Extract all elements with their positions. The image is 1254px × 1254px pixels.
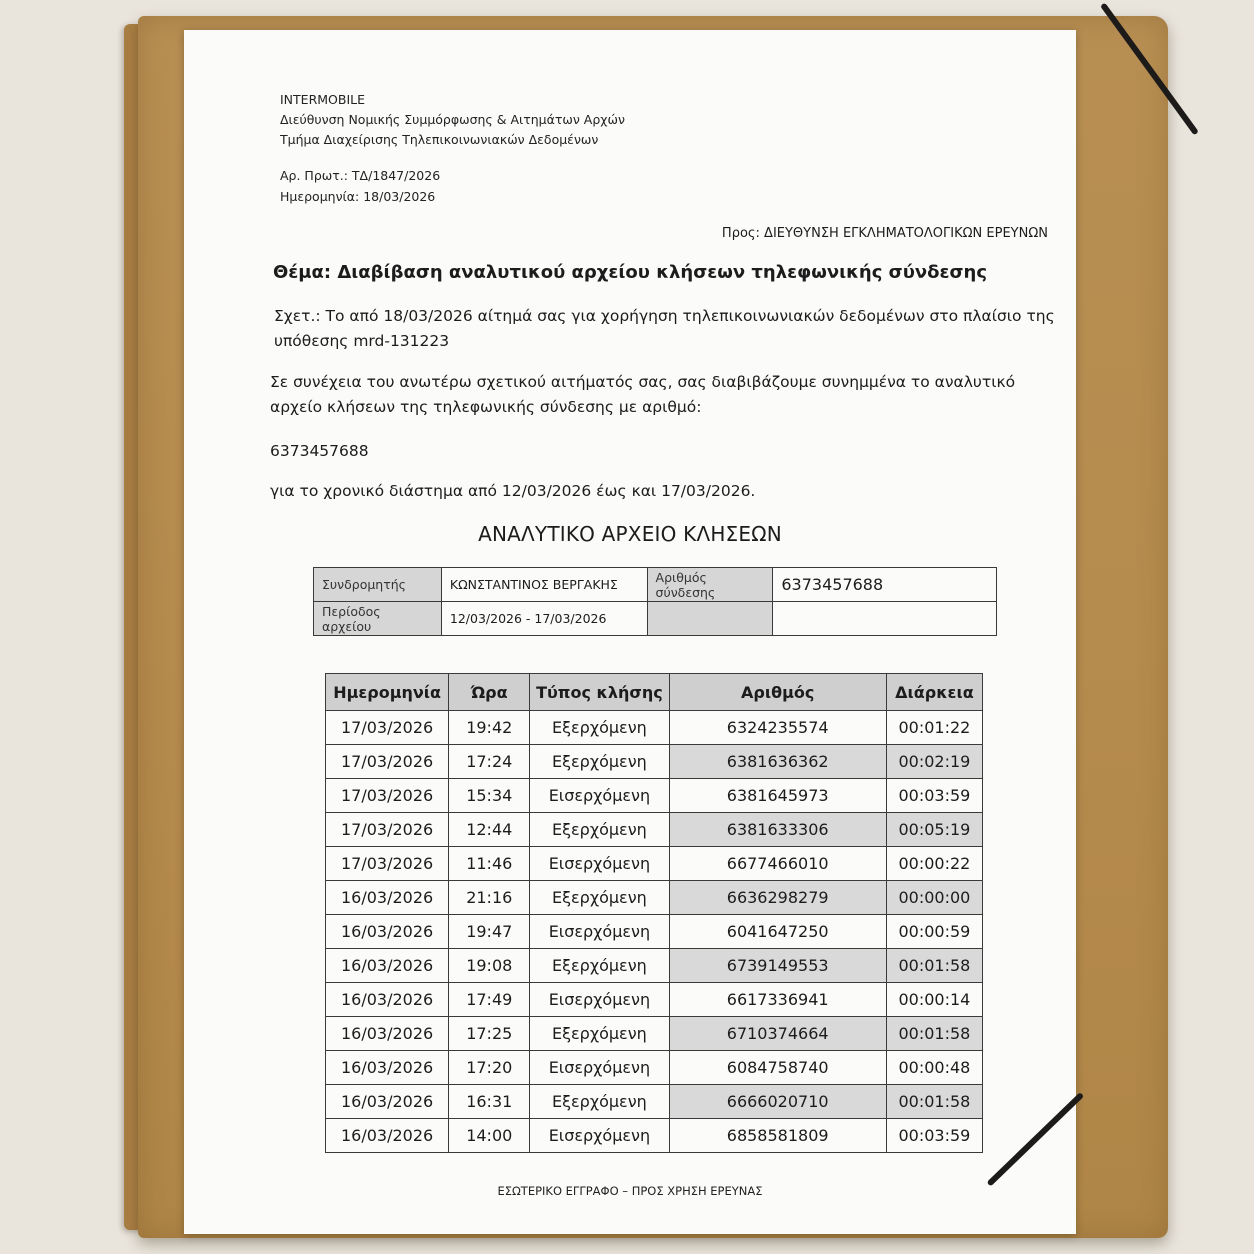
call-duration: 00:01:58 [886, 1017, 982, 1051]
column-header-date: Ημερομηνία [326, 674, 449, 711]
period-label: Περίοδος αρχείου [314, 602, 442, 636]
empty-cell [773, 602, 997, 636]
call-time: 17:20 [449, 1051, 530, 1085]
call-type: Εξερχόμενη [530, 949, 669, 983]
call-type: Εισερχόμενη [530, 1119, 669, 1153]
subscriber-label: Συνδρομητής [314, 568, 442, 602]
call-time: 12:44 [449, 813, 530, 847]
table-row [326, 949, 983, 983]
table-row [326, 1017, 983, 1051]
sender-company: INTERMOBILE [280, 92, 366, 107]
intro-paragraph: Σε συνέχεια του ανωτέρω σχετικού αιτήματός σας, σας διαβιβάζουμε συνημμένα το αναλυτικό αρχείο κλήσεων της τηλεφωνικής σύνδεσης με αριθμό: [270, 373, 1016, 416]
call-records-body [326, 711, 983, 1153]
table-row [326, 1085, 983, 1119]
call-type: Εισερχόμενη [530, 847, 669, 881]
table-row [326, 1051, 983, 1085]
call-type: Εξερχόμενη [530, 881, 669, 915]
call-duration: 00:05:19 [886, 813, 982, 847]
call-number: 6739149553 [669, 949, 886, 983]
column-header-type: Τύπος κλήσης [530, 674, 669, 711]
call-duration: 00:01:58 [886, 1085, 982, 1119]
phone-number: 6373457688 [270, 442, 369, 460]
call-time: 15:34 [449, 779, 530, 813]
subject-line: Θέμα: Διαβίβαση αναλυτικού αρχείου κλήσεων τηλεφωνικής σύνδεσης [272, 262, 988, 283]
call-duration: 00:02:19 [886, 745, 982, 779]
call-time: 19:08 [449, 949, 530, 983]
call-type: Εισερχόμενη [530, 1051, 669, 1085]
call-duration: 00:00:00 [886, 881, 982, 915]
call-number: 6381645973 [669, 779, 886, 813]
call-time: 11:46 [449, 847, 530, 881]
line-number-label: Αριθμός σύνδεσης [647, 568, 773, 602]
document-date: Ημερομηνία: 18/03/2026 [280, 189, 436, 204]
table-row [326, 813, 983, 847]
call-duration: 00:01:22 [886, 711, 982, 745]
call-date: 16/03/2026 [326, 1119, 449, 1153]
call-number: 6636298279 [669, 881, 886, 915]
sender-department: Διεύθυνση Νομικής Συμμόρφωσης & Αιτημάτων Αρχών [280, 112, 625, 127]
call-date: 16/03/2026 [326, 1085, 449, 1119]
subscriber-value: ΚΩΝΣΤΑΝΤΙΝΟΣ ΒΕΡΓΑΚΗΣ [441, 568, 647, 602]
call-number: 6324235574 [669, 711, 886, 745]
table-row [326, 745, 983, 779]
call-time: 17:25 [449, 1017, 530, 1051]
call-type: Εισερχόμενη [530, 915, 669, 949]
call-date: 17/03/2026 [326, 813, 449, 847]
info-row [314, 602, 997, 636]
call-type: Εισερχόμενη [530, 779, 669, 813]
call-duration: 00:00:22 [886, 847, 982, 881]
footer-classification: ΕΣΩΤΕΡΙΚΟ ΕΓΓΡΑΦΟ – ΠΡΟΣ ΧΡΗΣΗ ΕΡΕΥΝΑΣ [497, 1184, 763, 1198]
call-time: 17:49 [449, 983, 530, 1017]
call-type: Εξερχόμενη [530, 745, 669, 779]
call-date: 17/03/2026 [326, 847, 449, 881]
call-date: 16/03/2026 [326, 949, 449, 983]
relation-paragraph: Σχετ.: Το από 18/03/2026 αίτημά σας για χορήγηση τηλεπικοινωνιακών δεδομένων στο πλαίσιο της υπόθεσης mrd-131223 [274, 307, 1055, 350]
call-log-title: ΑΝΑΛΥΤΙΚΟ ΑΡΧΕΙΟ ΚΛΗΣΕΩΝ [478, 522, 782, 546]
call-number: 6381633306 [669, 813, 886, 847]
table-row [326, 711, 983, 745]
call-duration: 00:00:59 [886, 915, 982, 949]
call-type: Εξερχόμενη [530, 1017, 669, 1051]
table-row [326, 847, 983, 881]
table-row [326, 915, 983, 949]
subscriber-info-table [313, 567, 997, 636]
call-date: 16/03/2026 [326, 881, 449, 915]
call-duration: 00:03:59 [886, 1119, 982, 1153]
call-number: 6666020710 [669, 1085, 886, 1119]
table-row [326, 1119, 983, 1153]
call-type: Εισερχόμενη [530, 983, 669, 1017]
line-number-value: 6373457688 [773, 568, 997, 602]
call-date: 16/03/2026 [326, 1051, 449, 1085]
call-records-table [325, 673, 983, 1153]
period-paragraph: για το χρονικό διάστημα από 12/03/2026 έως και 17/03/2026. [270, 482, 756, 500]
call-duration: 00:00:14 [886, 983, 982, 1017]
sender-section: Τμήμα Διαχείρισης Τηλεπικοινωνιακών Δεδομένων [280, 132, 599, 147]
call-date: 17/03/2026 [326, 711, 449, 745]
call-time: 19:47 [449, 915, 530, 949]
column-header-time: Ώρα [449, 674, 530, 711]
call-time: 16:31 [449, 1085, 530, 1119]
call-number: 6617336941 [669, 983, 886, 1017]
call-date: 16/03/2026 [326, 983, 449, 1017]
table-row [326, 881, 983, 915]
table-row [326, 983, 983, 1017]
call-type: Εξερχόμενη [530, 711, 669, 745]
call-date: 16/03/2026 [326, 1017, 449, 1051]
call-number: 6858581809 [669, 1119, 886, 1153]
info-row [314, 568, 997, 602]
call-time: 21:16 [449, 881, 530, 915]
call-number: 6041647250 [669, 915, 886, 949]
call-type: Εξερχόμενη [530, 813, 669, 847]
empty-cell [647, 602, 773, 636]
protocol-number: Αρ. Πρωτ.: ΤΔ/1847/2026 [280, 168, 441, 183]
header-row [326, 674, 983, 711]
period-value: 12/03/2026 - 17/03/2026 [441, 602, 647, 636]
call-number: 6710374664 [669, 1017, 886, 1051]
call-date: 17/03/2026 [326, 779, 449, 813]
call-duration: 00:01:58 [886, 949, 982, 983]
column-header-number: Αριθμός [669, 674, 886, 711]
call-time: 19:42 [449, 711, 530, 745]
call-date: 17/03/2026 [326, 745, 449, 779]
call-time: 17:24 [449, 745, 530, 779]
document-page [184, 30, 1076, 1234]
call-number: 6677466010 [669, 847, 886, 881]
call-number: 6084758740 [669, 1051, 886, 1085]
call-duration: 00:00:48 [886, 1051, 982, 1085]
call-time: 14:00 [449, 1119, 530, 1153]
recipient: Προς: ΔΙΕΥΘΥΝΣΗ ΕΓΚΛΗΜΑΤΟΛΟΓΙΚΩΝ ΕΡΕΥΝΩΝ [721, 226, 1048, 241]
column-header-duration: Διάρκεια [886, 674, 982, 711]
call-duration: 00:03:59 [886, 779, 982, 813]
call-number: 6381636362 [669, 745, 886, 779]
call-date: 16/03/2026 [326, 915, 449, 949]
table-row [326, 779, 983, 813]
call-type: Εξερχόμενη [530, 1085, 669, 1119]
